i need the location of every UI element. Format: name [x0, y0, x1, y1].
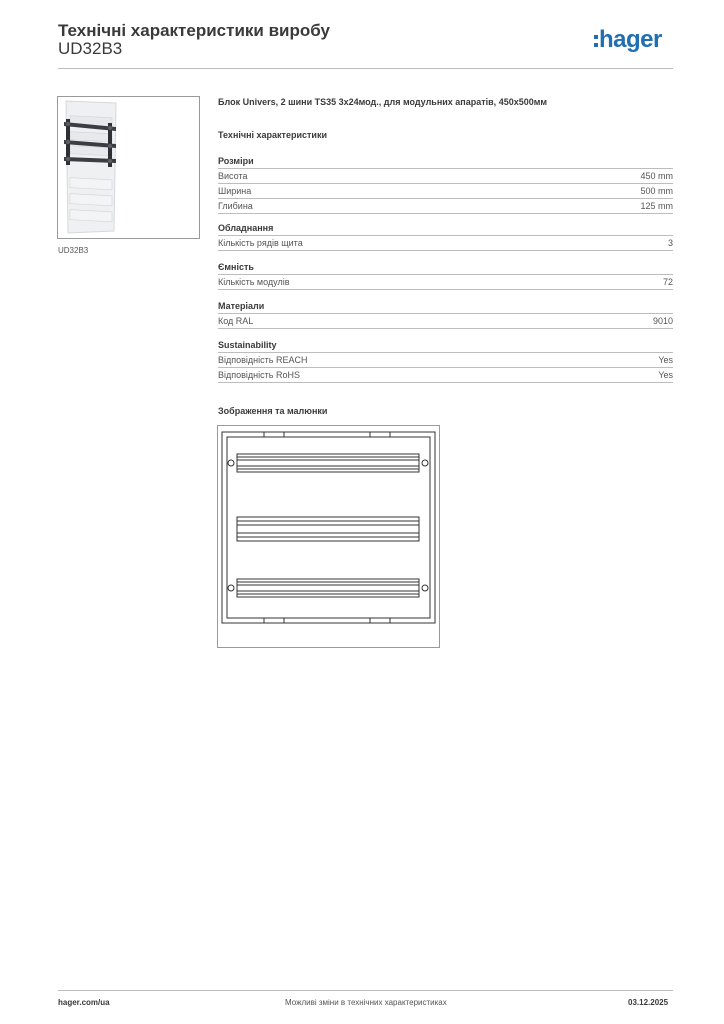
- thumbnail-caption: UD32B3: [58, 246, 89, 255]
- spec-value: 450 mm: [640, 171, 673, 181]
- spec-group-sustainability: [218, 339, 673, 383]
- logo-text: hager: [599, 26, 662, 53]
- product-thumbnail: [57, 96, 200, 239]
- spec-value: 3: [667, 238, 673, 248]
- footer-notice: Можливі зміни в технічних характеристиках: [285, 998, 447, 1007]
- spec-label: Кількість модулів: [218, 277, 290, 287]
- spec-row: [218, 236, 673, 251]
- spec-value: 500 mm: [640, 186, 673, 196]
- spec-row: [218, 184, 673, 199]
- spec-row: [218, 314, 673, 329]
- spec-label: Код RAL: [218, 316, 254, 326]
- page-title: Технічні характеристики виробу: [58, 21, 330, 40]
- spec-group-equipment: [218, 222, 673, 251]
- product-code: UD32B3: [58, 39, 123, 58]
- spec-label: Відповідність RoHS: [218, 370, 300, 380]
- spec-group-materials: [218, 300, 673, 329]
- product-description: Блок Univers, 2 шини TS35 3x24мод., для модульних апаратів, 450x500мм: [218, 97, 548, 107]
- spec-row: [218, 368, 673, 383]
- spec-label: Ширина: [218, 186, 252, 196]
- spec-label: Висота: [218, 171, 248, 181]
- spec-value: Yes: [658, 355, 673, 365]
- spec-value: 125 mm: [640, 201, 673, 211]
- header-divider: [58, 68, 673, 69]
- spec-group-title: Sustainability: [218, 339, 673, 353]
- logo-dots-icon: [594, 26, 598, 54]
- spec-row: [218, 199, 673, 214]
- spec-group-title: Ємність: [218, 261, 673, 275]
- footer-date: 03.12.2025: [628, 998, 669, 1007]
- footer-website-link[interactable]: hager.com/ua: [58, 998, 110, 1007]
- hager-logo[interactable]: [594, 26, 662, 54]
- specs-section-title: Технічні характеристики: [218, 130, 327, 140]
- images-section-title: Зображення та малюнки: [218, 406, 328, 416]
- spec-value: Yes: [658, 370, 673, 380]
- spec-label: Глибина: [218, 201, 253, 211]
- spec-group-title: Розміри: [218, 155, 673, 169]
- enclosure-drawing-icon: [218, 426, 439, 647]
- technical-drawing: [217, 425, 440, 648]
- spec-row: [218, 275, 673, 290]
- spec-group-title: Обладнання: [218, 222, 673, 236]
- product-photo-icon: [58, 97, 199, 238]
- spec-row: [218, 169, 673, 184]
- spec-group-dimensions: [218, 155, 673, 214]
- spec-group-title: Матеріали: [218, 300, 673, 314]
- spec-value: 72: [662, 277, 673, 287]
- spec-row: [218, 353, 673, 368]
- spec-label: Кількість рядів щита: [218, 238, 303, 248]
- spec-group-capacity: [218, 261, 673, 290]
- footer-divider: [58, 990, 673, 991]
- spec-value: 9010: [652, 316, 673, 326]
- spec-label: Відповідність REACH: [218, 355, 308, 365]
